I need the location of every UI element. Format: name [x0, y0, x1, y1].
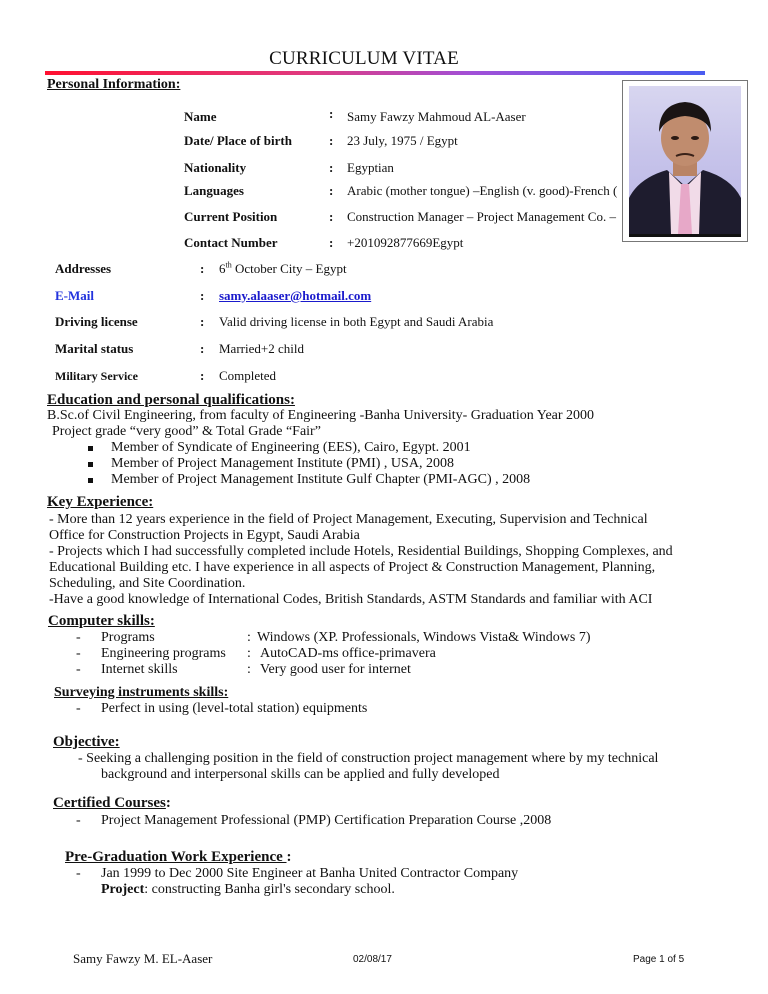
field-value: Samy Fawzy Mahmoud AL-Aaser	[347, 109, 526, 124]
photo-bottom-border	[629, 234, 741, 237]
field-value: Arabic (mother tongue) –English (v. good)-French (	[347, 183, 618, 198]
field-value: Construction Manager – Project Management Co. –	[347, 209, 616, 224]
field-driving-license	[55, 313, 615, 331]
field-name	[184, 108, 624, 126]
surveying-dash: -	[76, 701, 81, 716]
course-dash: -	[76, 813, 81, 828]
course-item: Project Management Professional (PMP) Certification Preparation Course ,2008	[101, 813, 552, 828]
profile-photo	[622, 80, 748, 242]
field-label: Nationality	[184, 160, 247, 175]
field-value: +201092877669Egypt	[347, 235, 464, 250]
computer-skills-heading: Computer skills:	[48, 613, 155, 629]
field-value: Completed	[219, 368, 277, 383]
square-bullet-icon	[88, 478, 93, 483]
skill-value: Very good user for internet	[260, 662, 411, 677]
gradient-divider	[45, 71, 705, 75]
field-colon: :	[329, 183, 334, 198]
field-colon: :	[329, 133, 334, 148]
skill-dash: -	[76, 646, 81, 661]
education-membership: Member of Syndicate of Engineering (EES), Cairo, Egypt. 2001	[111, 440, 471, 455]
field-label: Military Service	[55, 369, 138, 383]
field-current-position	[184, 208, 624, 226]
skill-dash: -	[76, 662, 81, 677]
field-colon: :	[200, 341, 205, 356]
key-experience-line: Scheduling, and Site Coordination.	[49, 576, 246, 591]
field-label: Current Position	[184, 209, 278, 224]
footer-date: 02/08/17	[353, 954, 392, 965]
pre-graduation-job: Jan 1999 to Dec 2000 Site Engineer at Banha United Contractor Company	[101, 866, 519, 881]
field-label: Name	[184, 109, 217, 124]
field-value: Valid driving license in both Egypt and Saudi Arabia	[219, 314, 494, 329]
field-colon: :	[329, 106, 334, 121]
certified-courses-heading: Certified Courses:	[53, 795, 171, 811]
surveying-item: Perfect in using (level-total station) equipments	[101, 701, 368, 716]
field-label: Languages	[184, 183, 244, 198]
skill-value: Windows (XP. Professionals, Windows Vista& Windows 7)	[257, 630, 591, 645]
key-experience-heading: Key Experience:	[47, 494, 154, 510]
field-colon: :	[329, 160, 334, 175]
field-value: Egyptian	[347, 160, 394, 175]
footer-page-number: Page 1 of 5	[633, 954, 685, 965]
key-experience-line: - Projects which I had successfully completed include Hotels, Residential Buildings, Shopping Complexes, and	[49, 544, 673, 559]
surveying-heading: Surveying instruments skills:	[54, 685, 229, 700]
skill-dash: -	[76, 630, 81, 645]
field-birth	[184, 132, 624, 150]
field-label: E-Mail	[55, 288, 94, 303]
education-heading: Education and personal qualifications:	[47, 392, 295, 408]
education-membership: Member of Project Management Institute (PMI) , USA, 2008	[111, 456, 454, 471]
key-experience-line: -Have a good knowledge of International Codes, British Standards, ASTM Standards and familiar with ACI	[49, 592, 653, 607]
field-marital-status	[55, 340, 615, 358]
education-degree: B.Sc.of Civil Engineering, from faculty of Engineering -Banha University- Graduation Year 2000	[47, 408, 595, 423]
pre-graduation-project: Project: constructing Banha girl's secondary school.	[101, 882, 395, 897]
field-contact-number	[184, 234, 624, 252]
education-membership: Member of Project Management Institute Gulf Chapter (PMI-AGC) , 2008	[111, 472, 531, 487]
skill-label: Programs	[101, 630, 155, 645]
field-colon: :	[329, 209, 334, 224]
skill-label: Internet skills	[101, 662, 178, 677]
field-colon: :	[200, 261, 205, 276]
personal-info-heading: Personal Information:	[47, 77, 181, 92]
objective-line: background and interpersonal skills can be applied and fully developed	[101, 767, 500, 782]
field-military-service	[55, 367, 615, 385]
skill-value: AutoCAD-ms office-primavera	[260, 646, 436, 661]
field-email	[55, 287, 615, 305]
field-label: Date/ Place of birth	[184, 133, 292, 148]
field-addresses	[55, 260, 615, 278]
skill-colon: :	[247, 646, 251, 661]
field-label: Driving license	[55, 314, 138, 329]
field-label: Addresses	[55, 261, 112, 276]
square-bullet-icon	[88, 446, 93, 451]
field-colon: :	[200, 314, 205, 329]
field-label: Contact Number	[184, 235, 278, 250]
objective-heading: Objective:	[53, 734, 120, 750]
field-colon: :	[200, 368, 205, 383]
email-link[interactable]: samy.alaaser@hotmail.com	[219, 288, 372, 303]
pre-graduation-dash: -	[76, 866, 81, 881]
field-value: 23 July, 1975 / Egypt	[347, 133, 458, 148]
objective-line: - Seeking a challenging position in the field of construction project management where by my technical	[78, 751, 659, 766]
field-value: Married+2 child	[219, 341, 304, 356]
skill-colon: :	[247, 630, 251, 645]
square-bullet-icon	[88, 462, 93, 467]
key-experience-line: Office for Construction Projects in Egypt, Saudi Arabia	[49, 528, 360, 543]
pre-graduation-heading: Pre-Graduation Work Experience :	[65, 849, 292, 865]
profile-photo-image	[629, 86, 741, 234]
document-title: CURRICULUM VITAE	[269, 48, 459, 69]
education-grade: Project grade “very good” & Total Grade “Fair”	[52, 424, 321, 439]
field-nationality	[184, 159, 624, 177]
field-colon: :	[329, 235, 334, 250]
key-experience-line: Educational Building etc. I have experience in all aspects of Project & Construction Management, Planning,	[49, 560, 656, 575]
field-label: Marital status	[55, 341, 134, 356]
footer-name: Samy Fawzy M. EL-Aaser	[73, 951, 213, 966]
field-languages	[184, 182, 624, 200]
person-portrait-icon	[629, 86, 741, 234]
key-experience-line: - More than 12 years experience in the field of Project Management, Executing, Supervision and Technical	[49, 512, 648, 527]
skill-label: Engineering programs	[101, 646, 226, 661]
field-value: 6th October City – Egypt	[219, 260, 347, 276]
skill-colon: :	[247, 662, 251, 677]
field-colon: :	[200, 288, 205, 303]
